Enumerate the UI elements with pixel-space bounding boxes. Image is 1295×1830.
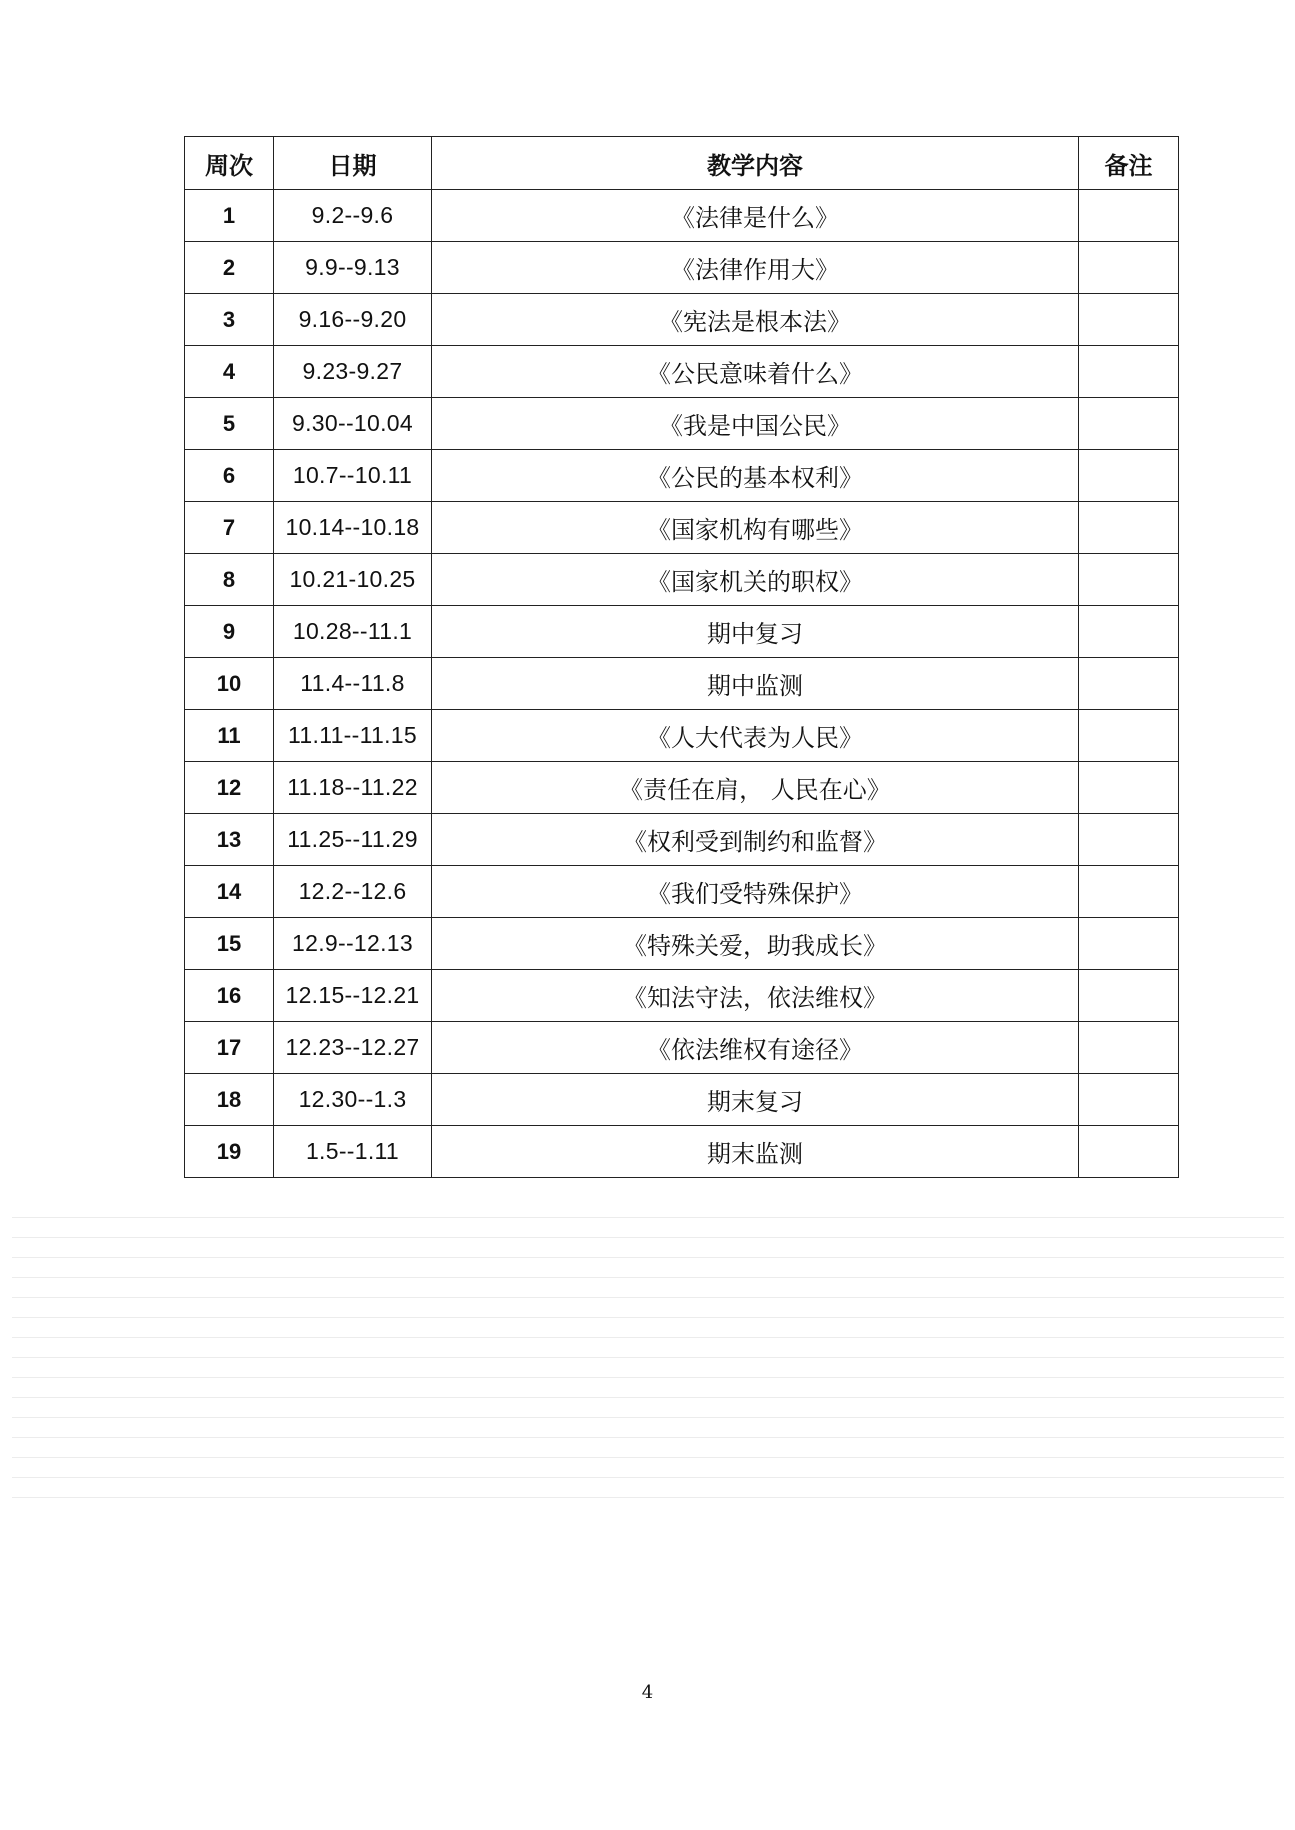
note-cell — [1079, 814, 1179, 866]
content-cell: 《依法维权有途径》 — [432, 1022, 1079, 1074]
content-cell: 期中监测 — [432, 658, 1079, 710]
content-cell: 《公民意味着什么》 — [432, 346, 1079, 398]
table-row — [185, 450, 1179, 502]
content-cell: 期末监测 — [432, 1126, 1079, 1178]
date-cell: 9.9--9.13 — [274, 242, 432, 294]
date-cell: 10.7--10.11 — [274, 450, 432, 502]
week-cell: 9 — [185, 606, 274, 658]
date-cell: 9.30--10.04 — [274, 398, 432, 450]
table-row — [185, 814, 1179, 866]
content-cell: 《宪法是根本法》 — [432, 294, 1079, 346]
week-cell: 13 — [185, 814, 274, 866]
week-cell: 19 — [185, 1126, 274, 1178]
header-date: 日期 — [274, 137, 432, 190]
note-cell — [1079, 866, 1179, 918]
note-cell — [1079, 658, 1179, 710]
week-cell: 4 — [185, 346, 274, 398]
content-cell: 《我是中国公民》 — [432, 398, 1079, 450]
header-week: 周次 — [185, 137, 274, 190]
date-cell: 10.14--10.18 — [274, 502, 432, 554]
week-cell: 11 — [185, 710, 274, 762]
table-row — [185, 502, 1179, 554]
table-row — [185, 970, 1179, 1022]
content-cell: 期中复习 — [432, 606, 1079, 658]
table-row — [185, 346, 1179, 398]
note-cell — [1079, 554, 1179, 606]
table-row — [185, 710, 1179, 762]
note-cell — [1079, 970, 1179, 1022]
week-cell: 6 — [185, 450, 274, 502]
header-content: 教学内容 — [432, 137, 1079, 190]
week-cell: 15 — [185, 918, 274, 970]
date-cell: 12.30--1.3 — [274, 1074, 432, 1126]
week-cell: 8 — [185, 554, 274, 606]
date-cell: 11.18--11.22 — [274, 762, 432, 814]
date-cell: 11.11--11.15 — [274, 710, 432, 762]
table-row — [185, 190, 1179, 242]
note-cell — [1079, 242, 1179, 294]
content-cell: 《知法守法，依法维权》 — [432, 970, 1079, 1022]
date-cell: 10.28--11.1 — [274, 606, 432, 658]
week-cell: 3 — [185, 294, 274, 346]
content-cell: 《权利受到制约和监督》 — [432, 814, 1079, 866]
header-note: 备注 — [1079, 137, 1179, 190]
table-row — [185, 918, 1179, 970]
table-row — [185, 606, 1179, 658]
table-row — [185, 1022, 1179, 1074]
page-number: 4 — [641, 1682, 654, 1703]
note-cell — [1079, 502, 1179, 554]
week-cell: 17 — [185, 1022, 274, 1074]
note-cell — [1079, 450, 1179, 502]
content-cell: 《责任在肩， 人民在心》 — [432, 762, 1079, 814]
content-cell: 《法律是什么》 — [432, 190, 1079, 242]
table-row — [185, 1126, 1179, 1178]
content-cell: 《国家机关的职权》 — [432, 554, 1079, 606]
date-cell: 12.9--12.13 — [274, 918, 432, 970]
content-cell: 期末复习 — [432, 1074, 1079, 1126]
faint-ruled-lines — [12, 1198, 1284, 1498]
date-cell: 11.25--11.29 — [274, 814, 432, 866]
date-cell: 9.2--9.6 — [274, 190, 432, 242]
note-cell — [1079, 346, 1179, 398]
week-cell: 2 — [185, 242, 274, 294]
note-cell — [1079, 710, 1179, 762]
week-cell: 16 — [185, 970, 274, 1022]
note-cell — [1079, 1074, 1179, 1126]
date-cell: 9.16--9.20 — [274, 294, 432, 346]
table-row — [185, 1074, 1179, 1126]
week-cell: 12 — [185, 762, 274, 814]
note-cell — [1079, 762, 1179, 814]
date-cell: 9.23-9.27 — [274, 346, 432, 398]
table-row — [185, 242, 1179, 294]
content-cell: 《我们受特殊保护》 — [432, 866, 1079, 918]
week-cell: 7 — [185, 502, 274, 554]
week-cell: 1 — [185, 190, 274, 242]
week-cell: 18 — [185, 1074, 274, 1126]
date-cell: 12.23--12.27 — [274, 1022, 432, 1074]
note-cell — [1079, 1126, 1179, 1178]
table-row — [185, 398, 1179, 450]
note-cell — [1079, 1022, 1179, 1074]
note-cell — [1079, 918, 1179, 970]
table-row — [185, 658, 1179, 710]
date-cell: 1.5--1.11 — [274, 1126, 432, 1178]
table-body — [185, 190, 1179, 1178]
table-row — [185, 762, 1179, 814]
content-cell: 《人大代表为人民》 — [432, 710, 1079, 762]
content-cell: 《特殊关爱，助我成长》 — [432, 918, 1079, 970]
week-cell: 10 — [185, 658, 274, 710]
date-cell: 12.2--12.6 — [274, 866, 432, 918]
teaching-schedule-table — [184, 136, 1179, 1178]
table-header-row — [185, 137, 1179, 190]
week-cell: 5 — [185, 398, 274, 450]
note-cell — [1079, 190, 1179, 242]
date-cell: 10.21-10.25 — [274, 554, 432, 606]
content-cell: 《公民的基本权利》 — [432, 450, 1079, 502]
table-row — [185, 866, 1179, 918]
note-cell — [1079, 398, 1179, 450]
date-cell: 12.15--12.21 — [274, 970, 432, 1022]
week-cell: 14 — [185, 866, 274, 918]
content-cell: 《国家机构有哪些》 — [432, 502, 1079, 554]
table-row — [185, 554, 1179, 606]
content-cell: 《法律作用大》 — [432, 242, 1079, 294]
note-cell — [1079, 606, 1179, 658]
date-cell: 11.4--11.8 — [274, 658, 432, 710]
note-cell — [1079, 294, 1179, 346]
table-row — [185, 294, 1179, 346]
